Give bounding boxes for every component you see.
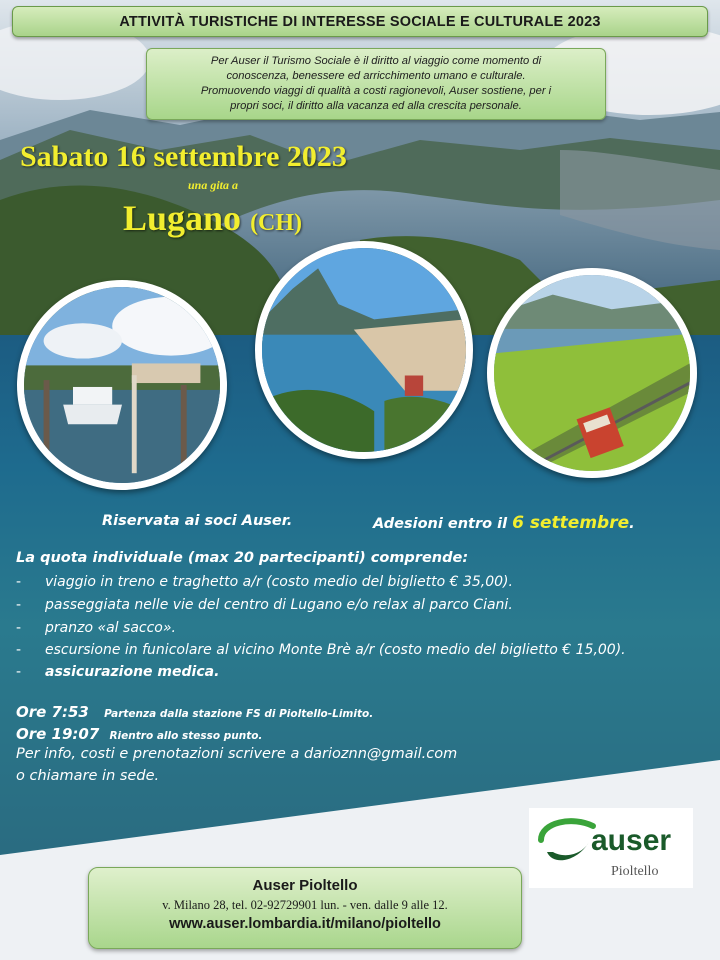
list-item bbox=[16, 620, 176, 636]
return-time: Ore 19:07 bbox=[16, 725, 100, 743]
event-date: Sabato 16 settembre 2023 bbox=[20, 140, 347, 173]
mission-line: conoscenza, benessere ed arricchimento umano e culturale. bbox=[226, 70, 526, 82]
return-row bbox=[16, 724, 262, 743]
website-link[interactable]: www.auser.lombardia.it/milano/pioltello bbox=[169, 916, 441, 932]
logo-word: auser bbox=[591, 824, 672, 857]
list-item-text: assicurazione medica. bbox=[45, 664, 220, 680]
contact-line: Per info, costi e prenotazioni scrivere a darioznn@gmail.com bbox=[16, 746, 458, 762]
departure-row bbox=[16, 702, 373, 721]
organization-name: Auser Pioltello bbox=[252, 877, 358, 894]
departure-text: Partenza dalla stazione FS di Pioltello-Limito. bbox=[104, 708, 374, 720]
event-destination bbox=[123, 197, 302, 239]
quota-heading: La quota individuale (max 20 partecipanti) comprende: bbox=[16, 550, 469, 566]
deadline-date: 6 settembre bbox=[512, 513, 630, 533]
mission-line: propri soci, il diritto alla vacanza ed alla crescita personale. bbox=[230, 100, 522, 112]
list-item bbox=[16, 574, 513, 590]
return-text: Rientro allo stesso punto. bbox=[109, 730, 263, 742]
bullet-dash: - bbox=[16, 642, 22, 658]
logo-subtitle: Pioltello bbox=[611, 864, 659, 879]
auser-logo bbox=[529, 808, 693, 888]
lake-lugano-photo bbox=[255, 241, 473, 459]
bullet-dash: - bbox=[16, 597, 22, 613]
bullet-dash: - bbox=[16, 664, 22, 680]
mission-line: Per Auser il Turismo Sociale è il diritto al viaggio come momento di bbox=[210, 55, 542, 67]
list-item-text: viaggio in treno e traghetto a/r (costo medio del biglietto € 35,00). bbox=[45, 574, 513, 590]
page-title: ATTIVITÀ TURISTICHE DI INTERESSE SOCIALE E CULTURALE 2023 bbox=[12, 6, 708, 37]
deadline-suffix: . bbox=[629, 516, 635, 532]
footer-box bbox=[88, 867, 522, 949]
list-item-text: escursione in funicolare al vicino Monte Brè a/r (costo medio del biglietto € 15,00). bbox=[45, 642, 626, 658]
mission-line: Promuovendo viaggi di qualità a costi ragionevoli, Auser sostiene, per i bbox=[200, 85, 552, 97]
event-trip-label: una gita a bbox=[188, 178, 239, 192]
reserved-notice: Riservata ai soci Auser. bbox=[102, 513, 293, 529]
list-item bbox=[16, 642, 626, 658]
list-item-text: passeggiata nelle vie del centro di Lugano e/o relax al parco Ciani. bbox=[45, 597, 513, 613]
departure-time: Ore 7:53 bbox=[16, 703, 89, 721]
contact-line: o chiamare in sede. bbox=[16, 768, 160, 784]
deadline-prefix: Adesioni entro il bbox=[373, 516, 513, 532]
mission-statement bbox=[146, 48, 606, 120]
bullet-dash: - bbox=[16, 574, 22, 590]
ferry-photo bbox=[17, 280, 227, 490]
organization-address: v. Milano 28, tel. 02-92729901 lun. - ven. dalle 9 alle 12. bbox=[162, 898, 448, 912]
destination-country: (CH) bbox=[250, 210, 303, 236]
list-item-text: pranzo «al sacco». bbox=[45, 620, 176, 636]
bullet-dash: - bbox=[16, 620, 22, 636]
list-item bbox=[16, 664, 219, 680]
destination-name: Lugano bbox=[123, 198, 242, 238]
deadline-notice bbox=[373, 513, 635, 533]
funicular-photo bbox=[487, 268, 697, 478]
list-item bbox=[16, 597, 513, 613]
